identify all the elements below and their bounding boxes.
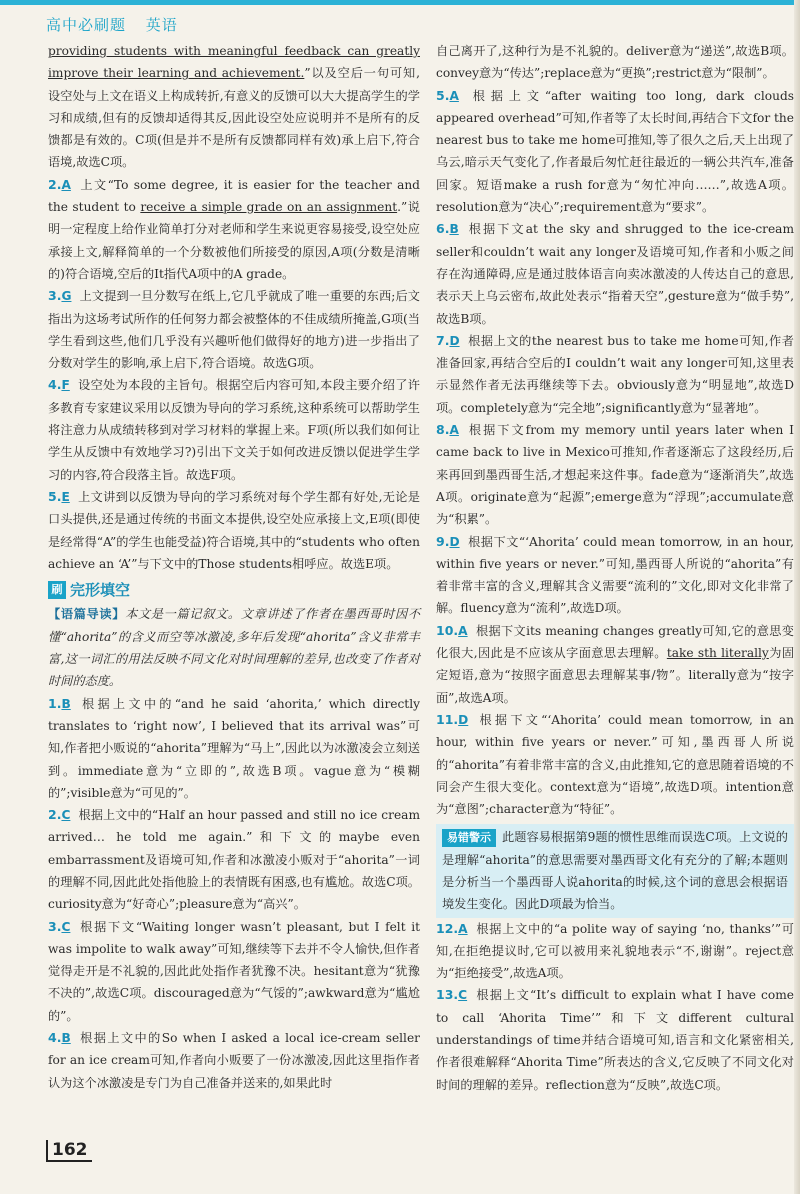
item-number: 8. bbox=[436, 422, 450, 438]
header-bar bbox=[0, 0, 800, 5]
guide-text: 本文是一篇记叙文。文章讲述了作者在墨西哥时因不懂“ahorita”的含义而空等冰激凌,多年后发现“ahorita”含义非常丰富,这一词汇的用法反映不同文化对时间理解的差异,也改变了作者对时间的态度。 bbox=[48, 607, 421, 689]
guide-label: 【语篇导读】 bbox=[48, 607, 126, 622]
item-answer: A bbox=[458, 921, 468, 936]
item-text: 根据上文中的“and he said ‘ahorita,’ which directly translates to ‘right now’, I believed that its arrival was”可知,作者把小贩说的“ahorita”理解为“马上”,因此以为冰激凌会立刻送到。immediate意为“立即的”,故选B项。vague意为“模糊的”;visible意为“可见的”。 bbox=[48, 696, 420, 800]
warning-text: 此题容易根据第9题的惯性思维而误选C项。上文说的是理解“ahorita”的意思需要对墨西哥文化有充分的了解;本题则是分析当一个墨西哥人说ahorita的时候,这个词的意思会根据语境发生变化。因此D项最为恰当。 bbox=[442, 830, 788, 912]
item-answer: C bbox=[458, 988, 468, 1003]
item-answer: B bbox=[449, 222, 459, 237]
item-answer: C bbox=[61, 919, 71, 934]
item-answer: A bbox=[449, 423, 459, 438]
item-text: 根据下文from my memory until years later when I came back to live in Mexico可推知,作者逐渐忘了这段经历,后来再回到墨西哥生活,才想起来这件事。fade意为“逐渐消失”,故选A项。originate意为“起源”;emerge意为“浮现”;accumulate意为“积累”。 bbox=[436, 423, 794, 527]
item-text: 设空处为本段的主旨句。根据空后内容可知,本段主要介绍了许多教育专家建议采用以反馈为导向的学习系统,这种系统可以帮助学生将注意力从成绩转移到对学习材料的掌握上来。F项(所以我们如何让学生从反馈中有效地学习?)引出下文关于如何改进反馈以促进学生学习的内容,符合段落主旨。故选F项。 bbox=[48, 378, 420, 482]
item-text: 根据下文“‘Ahorita’ could mean tomorrow, in an hour, within five years or never.”可知,墨西哥人所说的“ahorita”有着非常丰富的含义,由此推知,它的意思随着语境的不同会产生很大变化。context意为“语境”,故选D项。intention意为“意图”;character意为“特征”。 bbox=[436, 712, 794, 817]
item-text: 根据上文中的“a polite way of saying ‘no, thanks’”可知,在拒绝提议时,它可以被用来礼貌地表示“不,谢谢”。reject意为“拒绝接受”,故选A项。 bbox=[436, 921, 794, 981]
item-answer: B bbox=[61, 696, 71, 711]
intro-quote: providing students with meaningful feedback can greatly improve their learning and achievement. bbox=[48, 44, 420, 81]
page-number-value: 162 bbox=[52, 1140, 88, 1160]
reading-guide bbox=[48, 603, 420, 692]
item-number: 5. bbox=[436, 87, 450, 103]
intro-paragraph bbox=[48, 40, 420, 174]
item-answer: G bbox=[61, 289, 72, 304]
subject-label: 英语 bbox=[145, 16, 178, 34]
answer-item bbox=[48, 486, 420, 575]
item-text: 根据上文“It’s difficult to explain what I have come to call ‘Ahorita Time’”和下文different cultural understandings of time并结合语境可知,语言和文化紧密相关,作者很难解释“Ahorita Time”所表达的含义,它反映了不同文化对时间的理解的差异。reflection意为“反映”,故选C项。 bbox=[436, 988, 794, 1092]
item-number: 11. bbox=[436, 711, 459, 727]
item-answer: C bbox=[61, 808, 71, 823]
answer-item bbox=[48, 174, 420, 285]
item-underlined: take sth literally bbox=[666, 646, 769, 661]
item-text: 根据上文“after waiting too long, dark clouds appeared overhead”可知,作者等了太长时间,再结合下文for the nearest bus to take me home可推知,等了很久之后,天上出现了乌云,暗示天气变化了,作者最后匆忙赶往最近的一辆公共汽车,准备回家。短语make a rush for意为“匆忙冲向……”,故选A项。resolution意为“决心”;requirement意为“要求”。 bbox=[436, 88, 794, 215]
intro-text: ”以及空后一句可知,设空处与上文在语义上构成转折,有意义的反馈可以大大提高学生的学习和成绩,但有的反馈却适得其反,因此设空处应说明并不是所有的反馈都是有效的。C项(但是并不是所有反馈都同样有效)承上启下,符合语境,故选C项。 bbox=[48, 66, 420, 170]
item-answer: D bbox=[458, 712, 469, 727]
item-number: 2. bbox=[48, 176, 62, 192]
cloze-item bbox=[436, 330, 794, 419]
item-number: 9. bbox=[436, 533, 450, 549]
item-number: 4. bbox=[48, 377, 62, 393]
cloze-item bbox=[48, 693, 420, 804]
header-title bbox=[46, 14, 192, 35]
answer-item bbox=[48, 374, 420, 485]
cloze-item bbox=[48, 916, 420, 1027]
item-text: 根据下文“‘Ahorita’ could mean tomorrow, in an hour, within five years or never.”可知,墨西哥人所说的“ahorita”有着非常丰富的含义,理解其含义需要“流利的”文化,即对文化非常了解。fluency意为“流利”,故选D项。 bbox=[436, 534, 794, 616]
cloze-item bbox=[48, 804, 420, 915]
item-text: .”说明一定程度上给作业简单打分对老师和学生来说更容易接受,设空处应承接上文,解释简单的一个分数被他们所接受的原因,A项(分数是清晰的)符合语境,空后的It指代A项中的A grade。 bbox=[48, 200, 420, 281]
cloze-item bbox=[436, 984, 794, 1095]
section-heading bbox=[48, 579, 420, 601]
item-text: 根据下文its meaning changes greatly可知,它的意思变化很大,因此是不应该从字面意思去理解。 bbox=[436, 623, 794, 661]
item-text: 根据上文中的“Half an hour passed and still no ice cream arrived… he told me again.”和下文的maybe even embarrassment及语境可知,作者和冰激凌小贩对于“ahorita”一词的理解不同,因此此处指他脸上的表情既有困惑,也有尴尬。故选C项。curiosity意为“好奇心”;pleasure意为“高兴”。 bbox=[48, 808, 420, 912]
item-number: 13. bbox=[436, 987, 459, 1003]
item-number: 10. bbox=[436, 622, 459, 638]
answer-item bbox=[48, 285, 420, 374]
item-answer: A bbox=[449, 88, 459, 103]
item-number: 5. bbox=[48, 488, 62, 504]
cloze-item bbox=[436, 918, 794, 985]
item-answer: A bbox=[458, 623, 468, 638]
cloze-item bbox=[436, 709, 794, 820]
item-number: 3. bbox=[48, 288, 62, 304]
item-text: 根据下文at the sky and shrugged to the ice-cream seller和couldn’t wait any longer及语境可知,作者和小贩之间存在沟通障碍,应是通过肢体语言向卖冰激凌的人传达自己的意思,表示天上乌云密布,故此处表示“指着天空”,gesture意为“做手势”,故选B项。 bbox=[436, 222, 794, 326]
page-edge bbox=[794, 0, 800, 1194]
item-number: 6. bbox=[436, 221, 450, 237]
cloze-item bbox=[436, 620, 794, 709]
item-text: 根据上文中的So when I asked a local ice-cream seller for an ice cream可知,作者向小贩要了一份冰激凌,因此这里指作者认为这个冰激凌是专门为自己准备并送来的,如果此时 bbox=[48, 1031, 420, 1090]
error-warning-box bbox=[436, 824, 794, 917]
item-answer: D bbox=[449, 534, 460, 549]
cloze-item bbox=[436, 531, 794, 620]
cloze-item bbox=[48, 1027, 420, 1094]
cloze-item bbox=[436, 218, 794, 329]
cloze-item bbox=[436, 85, 794, 219]
item-number: 3. bbox=[48, 918, 62, 934]
item-number: 2. bbox=[48, 807, 62, 823]
item-text: 上文提到一旦分数写在纸上,它几乎就成了唯一重要的东西;后文指出为这场考试所作的任何努力都会被整体的不佳成绩所掩盖,G项(当学生看到这些,他们几乎没有兴趣听他们做得好的地方)进一步指出了分数对学生的影响,承上启下,符合语境。故选G项。 bbox=[48, 289, 420, 371]
section-badge: 刷 bbox=[48, 581, 66, 599]
item-answer: B bbox=[61, 1031, 71, 1046]
item-underlined: receive a simple grade on an assignment bbox=[140, 200, 398, 215]
item-text: 根据下文“Waiting longer wasn’t pleasant, but I felt it was impolite to walk away”可知,继续等下去并不令人愉快,但作者觉得走开是不礼貌的,因此此处指作者犹豫不决。hesitant意为“犹豫不决的”,故选C项。discouraged意为“气馁的”;awkward意为“尴尬的”。 bbox=[48, 919, 420, 1023]
item-text: 为固定短语,意为“按照字面意思去理解某事/物”。literally意为“按字面”,故选A项。 bbox=[436, 646, 795, 705]
warning-label: 易错警示 bbox=[442, 829, 496, 847]
item-number: 12. bbox=[436, 920, 459, 936]
cloze-item bbox=[436, 419, 794, 530]
item-number: 4. bbox=[48, 1030, 62, 1046]
item-answer: D bbox=[449, 333, 460, 348]
right-column bbox=[436, 40, 794, 1096]
item-text: 上文“To some degree, it is easier for the teacher and the student to bbox=[48, 177, 420, 215]
continuation-paragraph: 自己离开了,这种行为是不礼貌的。deliver意为“递送”,故选B项。convey意为“传达”;replace意为“更换”;restrict意为“限制”。 bbox=[436, 44, 794, 81]
section-title: 完形填空 bbox=[70, 581, 131, 600]
item-number: 1. bbox=[48, 695, 62, 711]
item-answer: A bbox=[61, 177, 71, 192]
book-title: 高中必刷题 bbox=[46, 16, 127, 34]
item-number: 7. bbox=[436, 332, 450, 348]
item-answer: F bbox=[61, 378, 70, 393]
left-column bbox=[48, 40, 420, 1094]
item-text: 根据上文的the nearest bus to take me home可知,作者准备回家,再结合空后的I couldn’t wait any longer可知,这里表示显然作者无法再继续等下去。obviously意为“明显地”,故选D项。completely意为“完全地”;significantly意为“显著地”。 bbox=[436, 333, 794, 415]
item-answer: E bbox=[61, 489, 70, 504]
item-text: 上文讲到以反馈为导向的学习系统对每个学生都有好处,无论是口头提供,还是通过传统的书面文本提供,设空处应承接上文,E项(即使是经常得“A”的学生也能受益)符合语境,其中的“students who often achieve an ‘A’”与下文中的Those students相呼应。故选E项。 bbox=[48, 489, 420, 571]
page-number bbox=[46, 1140, 92, 1162]
